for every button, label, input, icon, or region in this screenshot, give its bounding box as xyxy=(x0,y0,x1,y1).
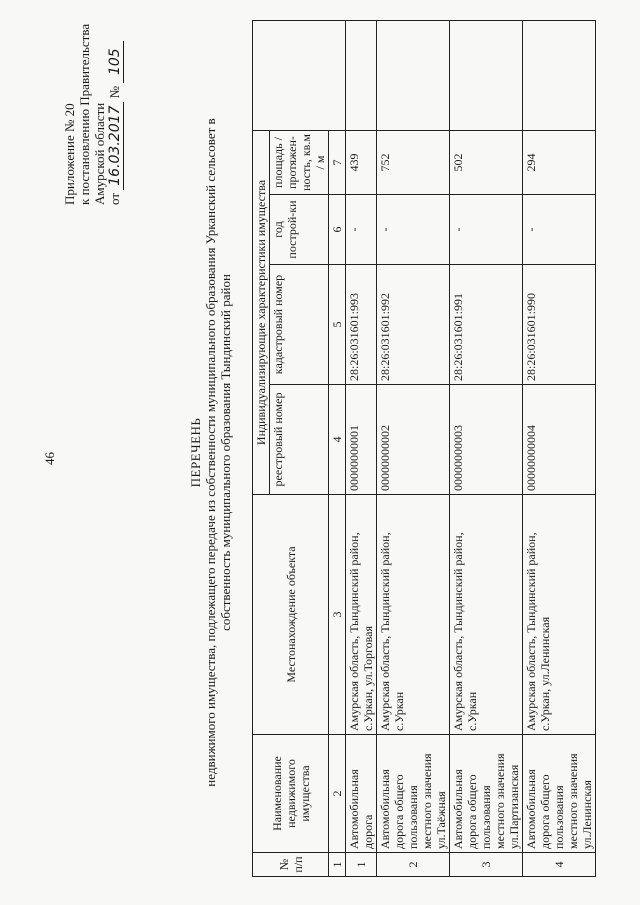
table-row xyxy=(377,20,450,876)
document-subtitle-line-2: собственность муниципального образования Тындинский район xyxy=(218,274,233,631)
row-area: 294 xyxy=(523,130,596,194)
table-row xyxy=(450,20,523,876)
row-cadastral: 28:26:031601:990 xyxy=(523,265,596,385)
appendix-line-3: Амурской области xyxy=(92,102,107,205)
row-location: Амурская область, Тындинский район, с.Уркан, ул.Ленинская xyxy=(523,495,596,735)
appendix-date-line xyxy=(107,24,124,205)
blank-cell xyxy=(346,20,377,130)
handwritten-number: 105 xyxy=(108,41,124,83)
row-number: 1 xyxy=(346,853,377,877)
row-area: 439 xyxy=(346,130,377,194)
header-area: площадь / протяжен-ность, кв.м / м xyxy=(270,130,329,194)
header-name: Наименование недвижимого имущества xyxy=(253,735,329,853)
column-number: 3 xyxy=(329,495,346,735)
column-number-row xyxy=(329,20,346,876)
property-table xyxy=(252,20,596,877)
appendix-line-1: Приложение № 20 xyxy=(62,103,77,205)
appendix-block xyxy=(62,24,124,205)
row-registry: 00000000002 xyxy=(377,385,450,495)
header-location: Местонахождение объекта xyxy=(253,495,329,735)
header-cadastral: кадастровый номер xyxy=(270,265,329,385)
column-number: 2 xyxy=(329,735,346,853)
row-number: 3 xyxy=(450,853,523,877)
blank-cell xyxy=(253,20,346,130)
column-number: 4 xyxy=(329,385,346,495)
column-number: 1 xyxy=(329,853,346,877)
date-prefix: от xyxy=(107,192,122,205)
row-cadastral: 28:26:031601:993 xyxy=(346,265,377,385)
document-title: ПЕРЕЧЕНЬ xyxy=(188,417,203,488)
row-location: Амурская область, Тындинский район, с.Уркан, ул.Торговая xyxy=(346,495,377,735)
row-number: 4 xyxy=(523,853,596,877)
column-number: 7 xyxy=(329,130,346,194)
row-year: - xyxy=(450,195,523,265)
row-cadastral: 28:26:031601:991 xyxy=(450,265,523,385)
number-prefix: № xyxy=(107,85,122,99)
header-num: № п/п xyxy=(253,853,329,877)
document-subtitle-line-1: недвижимого имущества, подлежащего передаче из собственности муниципального образования Урканский сельсовет в xyxy=(203,118,218,787)
row-name: Автомобильная дорога xyxy=(346,735,377,853)
column-number: 5 xyxy=(329,265,346,385)
row-name: Автомобильная дорога общего пользования местного значения ул.Партизанская xyxy=(450,735,523,853)
table-row xyxy=(346,20,377,876)
handwritten-date: 16.03.2017 xyxy=(108,102,124,190)
row-name: Автомобильная дорога общего пользования местного значения ул.Таёжная xyxy=(377,735,450,853)
header-registry: реестровый номер xyxy=(270,385,329,495)
row-year: - xyxy=(523,195,596,265)
row-year: - xyxy=(346,195,377,265)
row-cadastral: 28:26:031601:992 xyxy=(377,265,450,385)
column-number: 6 xyxy=(329,195,346,265)
row-registry: 00000000001 xyxy=(346,385,377,495)
row-number: 2 xyxy=(377,853,450,877)
page-number: 46 xyxy=(42,452,57,465)
header-year: год построй-ки xyxy=(270,195,329,265)
row-registry: 00000000004 xyxy=(523,385,596,495)
appendix-line-2: к постановлению Правительства xyxy=(77,23,92,205)
row-location: Амурская область, Тындинский район, с.Уркан xyxy=(377,495,450,735)
row-area: 752 xyxy=(377,130,450,194)
blank-cell xyxy=(450,20,523,130)
blank-cell xyxy=(523,20,596,130)
row-name: Автомобильная дорога общего пользования местного значения ул.Ленинская xyxy=(523,735,596,853)
row-registry: 00000000003 xyxy=(450,385,523,495)
blank-cell xyxy=(377,20,450,130)
row-area: 502 xyxy=(450,130,523,194)
table-row xyxy=(523,20,596,876)
row-year: - xyxy=(377,195,450,265)
row-location: Амурская область, Тындинский район, с.Уркан xyxy=(450,495,523,735)
header-characteristics: Индивидуализирующие характеристики имущества xyxy=(253,130,270,494)
